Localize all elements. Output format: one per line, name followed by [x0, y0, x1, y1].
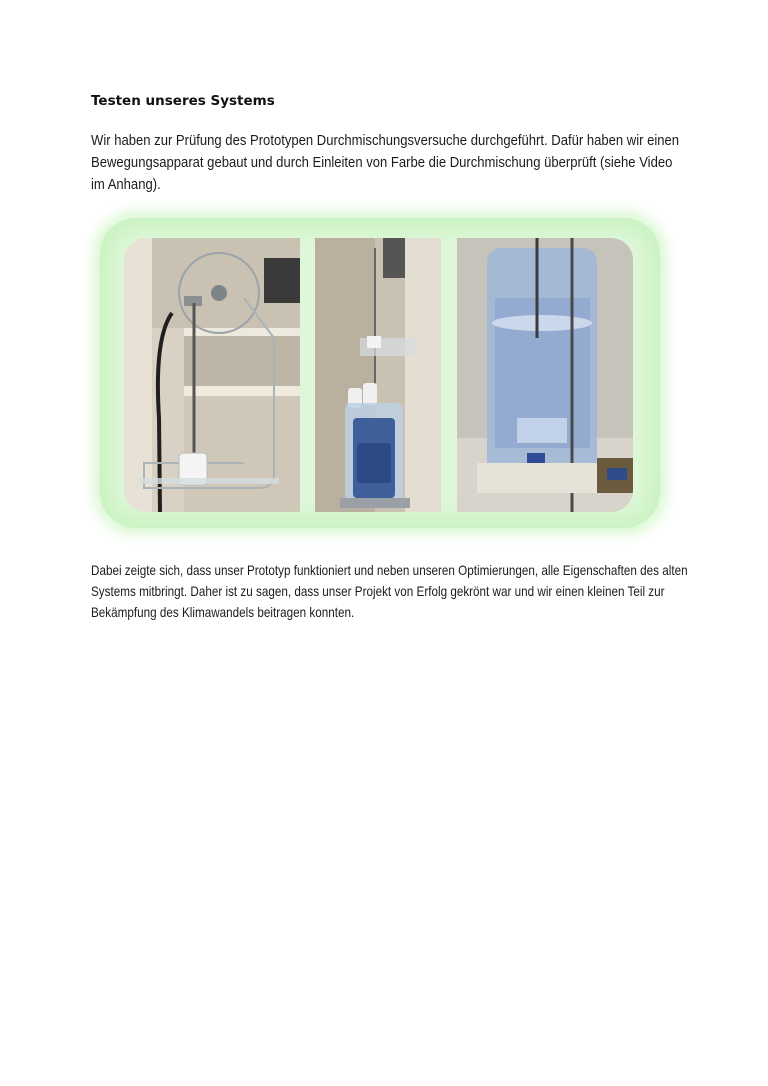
photo-column-blue-dye [315, 238, 441, 512]
conclusion-paragraph: Dabei zeigte sich, dass unser Prototyp funktioniert und neben unseren Optimierungen, alle Eigenschaften des alten Systems mitbringt. Daher ist zu sagen, dass unser Projekt von Erfolg gekrönt war und wir einen kleinen Teil zur Bekämpfung des Klimawandels beitragen konnten. [91, 563, 688, 620]
photo-motion-apparatus [124, 238, 300, 512]
photo-mixing-tank [457, 238, 633, 512]
photo-collage [100, 218, 660, 528]
intro-paragraph: Wir haben zur Prüfung des Prototypen Durchmischungsversuche durchgeführt. Dafür haben wir einen Bewegungsapparat gebaut und durch Einleiten von Farbe die Durchmischung überprüft (siehe Video im Anhang). [91, 132, 680, 193]
section-heading: Testen unseres Systems [91, 93, 275, 109]
